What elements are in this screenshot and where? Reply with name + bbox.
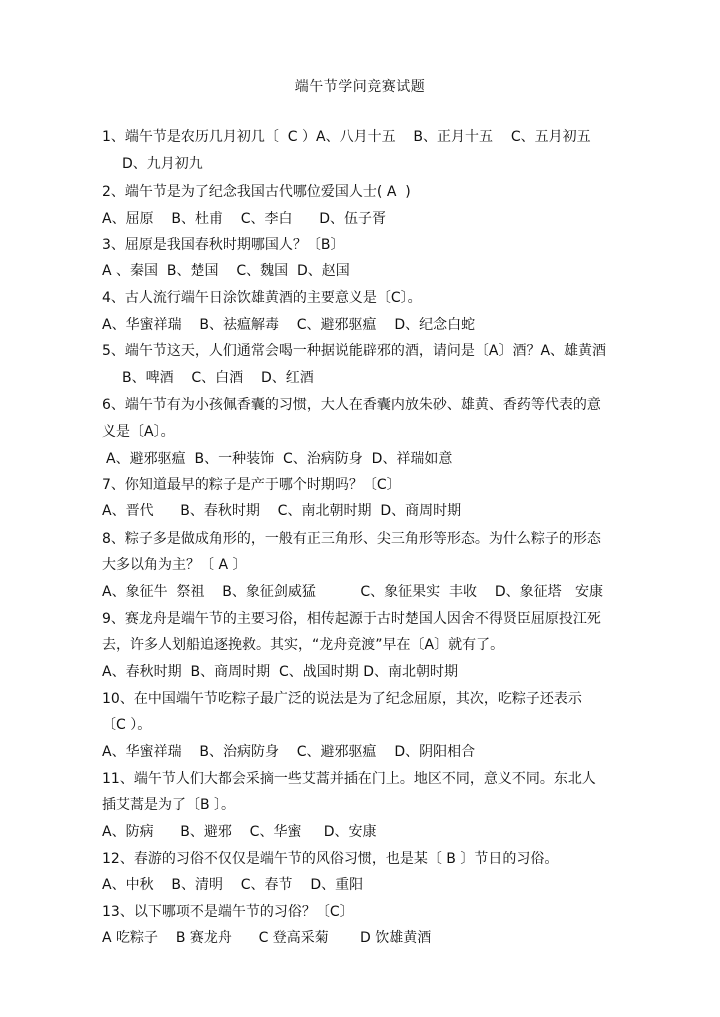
question-5-line: 5、端午节这天，人们通常会喝一种据说能辟邪的酒，请问是〔A〕酒？A、雄黄酒	[102, 343, 607, 359]
question-6-line: 6、端午节有为小孩佩香囊的习惯，大人在香囊内放朱砂、雄黄、香药等代表的意	[102, 397, 601, 413]
question-2-options: A、屈原 B、杜甫 C、李白 D、伍子胥	[102, 211, 387, 227]
question-10-line-2: 〔C ）。	[102, 717, 152, 733]
question-12-options: A、中秋 B、清明 C、春节 D、重阳	[102, 877, 364, 893]
question-8-line: 8、粽子多是做成角形的，一般有正三角形、尖三角形等形态。为什么粽子的形态	[102, 531, 601, 547]
question-4-line: 4、古人流行端午日涂饮雄黄酒的主要意义是〔C〕。	[102, 290, 422, 306]
question-13-options: A 吃粽子 B 赛龙舟 C 登高采菊 D 饮雄黄酒	[102, 930, 432, 946]
question-13-line: 13、以下哪项不是端午节的习俗？〔C〕	[102, 904, 354, 920]
question-6-line-2: 义是〔A〕。	[102, 424, 175, 440]
question-4-options: A、华蜜祥瑞 B、祛瘟解毒 C、避邪驱瘟 D、纪念白蛇	[102, 317, 476, 333]
question-10-options: A、华蜜祥瑞 B、治病防身 C、避邪驱瘟 D、阴阳相合	[102, 744, 476, 760]
question-12-line: 12、春游的习俗不仅仅是端午节的风俗习惯，也是某〔 B 〕节日的习俗。	[102, 851, 559, 867]
question-11-line-2: 插艾蒿是为了〔B 〕。	[102, 797, 236, 813]
question-9-options: A、春秋时期 B、商周时期 C、战国时期 D、南北朝时期	[102, 664, 458, 680]
question-3-line: 3、屈原是我国春秋时期哪国人？〔B〕	[102, 237, 345, 253]
question-9-line: 9、赛龙舟是端午节的主要习俗，相传起源于古时楚国人因舍不得贤臣屈原投江死	[102, 611, 601, 627]
question-10-line: 10、在中国端午节吃粽子最广泛的说法是为了纪念屈原，其次，吃粽子还表示	[102, 691, 582, 707]
question-11-line: 11、端午节人们大都会采摘一些艾蒿并插在门上。地区不同，意义不同。东北人	[102, 771, 596, 787]
question-2-line: 2、端午节是为了纪念我国古代哪位爱国人士( A )	[102, 184, 411, 200]
question-8-line-2: 大多以角为主？〔 A 〕	[102, 557, 247, 573]
question-11-options: A、防病 B、避邪 C、华蜜 D、安康	[102, 824, 377, 840]
question-1-line: 1、端午节是农历几月初几〔 C ）A、八月十五 B、正月十五 C、五月初五	[102, 129, 591, 145]
question-5-options: B、啤酒 C、白酒 D、红酒	[122, 370, 314, 386]
question-3-options: A 、秦国 B、楚国 C、魏国 D、赵国	[102, 263, 350, 279]
document-title: 端午节学问竞赛试题	[294, 79, 426, 95]
question-1-option-d: D、九月初九	[122, 156, 203, 172]
question-7-options: A、晋代 B、春秋时期 C、南北朝时期 D、商周时期	[102, 503, 462, 519]
question-8-options: A、象征牛 祭祖 B、象征剑威猛 C、象征果实 丰收 D、象征塔 安康	[102, 584, 603, 600]
question-7-line: 7、你知道最早的粽子是产于哪个时期吗？〔C〕	[102, 477, 401, 493]
question-6-options: A、避邪驱瘟 B、一种装饰 C、治病防身 D、祥瑞如意	[106, 451, 453, 467]
question-9-line-2: 去，许多人划船追逐挽救。其实，“龙舟竞渡”早在〔A〕就有了。	[102, 637, 505, 653]
